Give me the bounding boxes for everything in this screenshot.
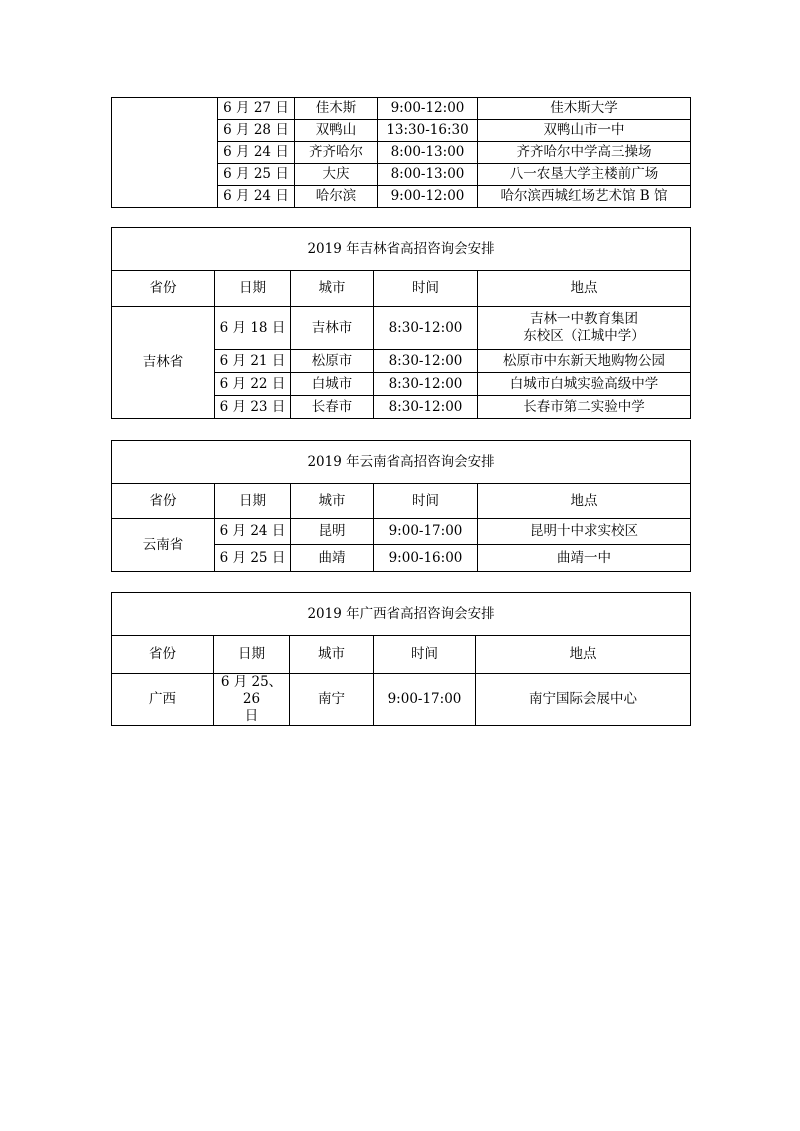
table-row <box>112 674 691 726</box>
date-cell: 6 月 24 日 <box>215 519 291 545</box>
header-city: 城市 <box>291 271 374 307</box>
city-cell: 齐齐哈尔 <box>295 142 378 164</box>
date-cell: 6 月 25 日 <box>215 545 291 572</box>
date-cell: 6 月 25 日 <box>218 164 295 186</box>
header-province: 省份 <box>112 636 214 674</box>
location-cell <box>478 307 691 350</box>
header-location: 地点 <box>476 636 691 674</box>
time-cell: 13:30-16:30 <box>378 120 478 142</box>
header-time: 时间 <box>374 636 476 674</box>
header-province: 省份 <box>112 271 215 307</box>
yunnan-table <box>111 440 691 572</box>
location-cell: 长春市第二实验中学 <box>478 396 691 419</box>
header-row <box>112 271 691 307</box>
header-location: 地点 <box>478 271 691 307</box>
location-cell: 松原市中东新天地购物公园 <box>478 350 691 373</box>
city-cell: 大庆 <box>295 164 378 186</box>
table-row <box>112 519 691 545</box>
date-cell: 6 月 22 日 <box>215 373 291 396</box>
city-cell: 双鸭山 <box>295 120 378 142</box>
table-row <box>112 307 691 350</box>
time-cell: 8:30-12:00 <box>374 307 478 350</box>
time-cell: 8:30-12:00 <box>374 396 478 419</box>
location-cell: 佳木斯大学 <box>478 98 691 120</box>
city-cell: 曲靖 <box>291 545 374 572</box>
table-title: 2019 年云南省高招咨询会安排 <box>112 441 691 484</box>
guangxi-table <box>111 592 691 726</box>
province-cell-empty <box>112 98 218 208</box>
city-cell: 吉林市 <box>291 307 374 350</box>
jilin-table <box>111 227 691 419</box>
header-city: 城市 <box>290 636 374 674</box>
time-cell: 8:00-13:00 <box>378 164 478 186</box>
table-title: 2019 年吉林省高招咨询会安排 <box>112 228 691 271</box>
header-row <box>112 636 691 674</box>
heilongjiang-continued-table <box>111 97 691 208</box>
header-row <box>112 484 691 519</box>
time-cell: 9:00-12:00 <box>378 186 478 208</box>
date-cell: 6 月 24 日 <box>218 186 295 208</box>
table-row <box>112 98 691 120</box>
location-cell: 白城市白城实验高级中学 <box>478 373 691 396</box>
province-cell: 吉林省 <box>112 307 215 419</box>
date-cell: 6 月 24 日 <box>218 142 295 164</box>
date-cell: 6 月 21 日 <box>215 350 291 373</box>
date-cell: 6 月 23 日 <box>215 396 291 419</box>
location-cell: 哈尔滨西城红场艺术馆 B 馆 <box>478 186 691 208</box>
date-cell <box>214 674 290 726</box>
header-city: 城市 <box>291 484 374 519</box>
province-cell: 广西 <box>112 674 214 726</box>
location-cell: 南宁国际会展中心 <box>476 674 691 726</box>
header-province: 省份 <box>112 484 215 519</box>
date-line: 6 月 25、26 <box>220 674 283 707</box>
date-cell: 6 月 18 日 <box>215 307 291 350</box>
location-cell: 八一农垦大学主楼前广场 <box>478 164 691 186</box>
city-cell: 松原市 <box>291 350 374 373</box>
header-location: 地点 <box>478 484 691 519</box>
time-cell: 8:30-12:00 <box>374 350 478 373</box>
date-line: 日 <box>244 707 259 724</box>
location-cell: 齐齐哈尔中学高三操场 <box>478 142 691 164</box>
location-cell: 昆明十中求实校区 <box>478 519 691 545</box>
city-cell: 长春市 <box>291 396 374 419</box>
header-time: 时间 <box>374 271 478 307</box>
header-time: 时间 <box>374 484 478 519</box>
city-cell: 白城市 <box>291 373 374 396</box>
date-cell: 6 月 28 日 <box>218 120 295 142</box>
location-line: 东校区（江城中学） <box>523 328 645 344</box>
time-cell: 8:00-13:00 <box>378 142 478 164</box>
header-date: 日期 <box>214 636 290 674</box>
table-title: 2019 年广西省高招咨询会安排 <box>112 593 691 636</box>
city-cell: 昆明 <box>291 519 374 545</box>
header-date: 日期 <box>215 484 291 519</box>
time-cell: 8:30-12:00 <box>374 373 478 396</box>
time-cell: 9:00-16:00 <box>374 545 478 572</box>
location-line: 吉林一中教育集团 <box>530 311 639 328</box>
time-cell: 9:00-17:00 <box>374 519 478 545</box>
province-cell: 云南省 <box>112 519 215 572</box>
city-cell: 哈尔滨 <box>295 186 378 208</box>
time-cell: 9:00-17:00 <box>374 674 476 726</box>
time-cell: 9:00-12:00 <box>378 98 478 120</box>
location-cell: 曲靖一中 <box>478 545 691 572</box>
header-date: 日期 <box>215 271 291 307</box>
location-cell: 双鸭山市一中 <box>478 120 691 142</box>
city-cell: 南宁 <box>290 674 374 726</box>
city-cell: 佳木斯 <box>295 98 378 120</box>
date-cell: 6 月 27 日 <box>218 98 295 120</box>
